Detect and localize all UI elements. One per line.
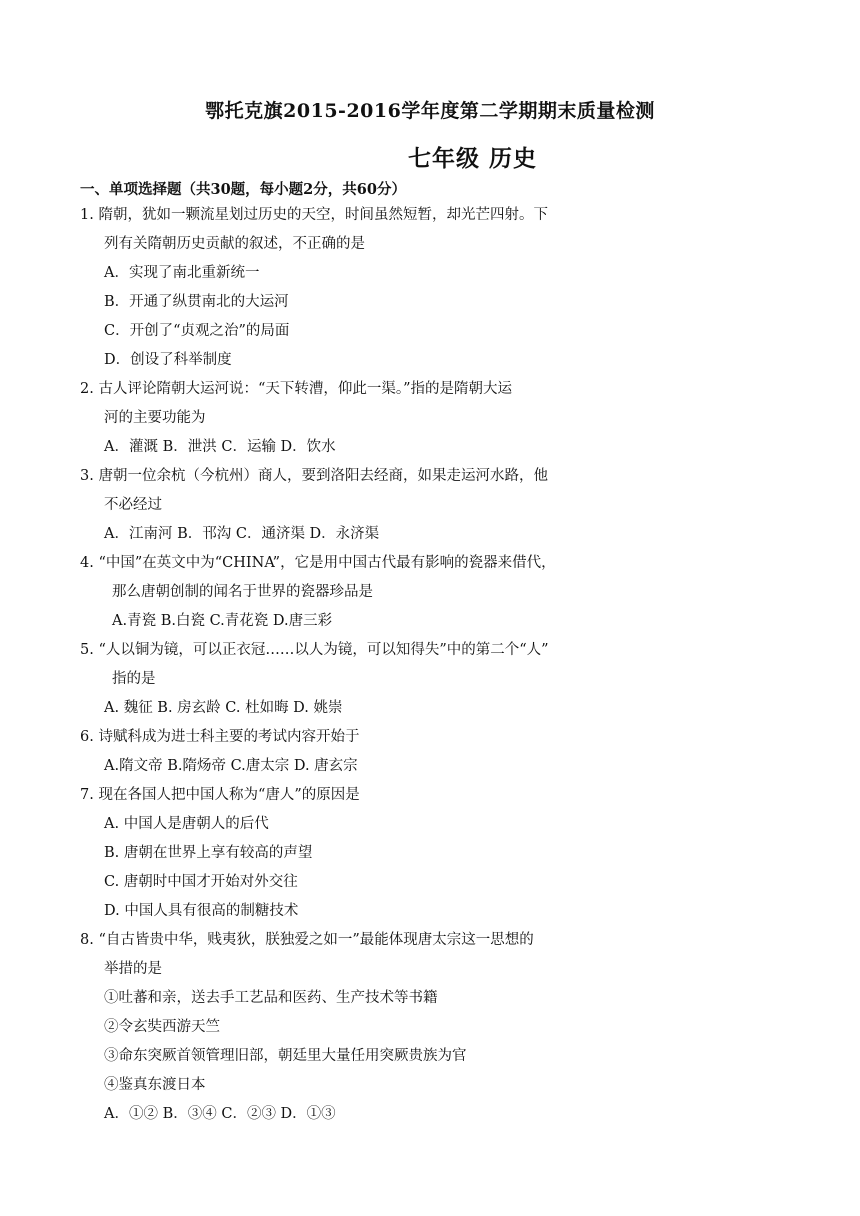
question-8-item-4: ④鉴真东渡日本 [104,1077,206,1093]
question-7-option-b: B. 唐朝在世界上享有较高的声望 [104,845,313,861]
question-8-item-3: ③命东突厥首领管理旧部，朝廷里大量任用突厥贵族为官 [104,1048,467,1064]
question-5-stem: 5. “人以铜为镜，可以正衣冠……以人为镜，可以知得失”中的第二个“人” [80,642,549,658]
exam-title: 鄂托克旗2015-2016学年度第二学期期末质量检测 [205,100,655,122]
question-7-option-c: C. 唐朝时中国才开始对外交往 [104,874,298,890]
question-1-option-d: D．创设了科举制度 [104,352,232,368]
question-1-option-a: A．实现了南北重新统一 [104,265,260,281]
question-7-option-d: D. 中国人具有很高的制糖技术 [104,903,299,919]
question-3-stem: 3. 唐朝一位余杭（今杭州）商人，要到洛阳去经商，如果走运河水路，他 [80,468,548,484]
question-2-stem-cont: 河的主要功能为 [104,410,206,426]
question-7-option-a: A. 中国人是唐朝人的后代 [104,816,269,832]
exam-subtitle: 七年级 历史 [408,145,538,172]
question-4-options: A.青瓷 B.白瓷 C.青花瓷 D.唐三彩 [112,613,333,629]
question-4-stem: 4. “中国”在英文中为“CHINA”，它是用中国古代最有影响的瓷器来借代， [80,555,556,571]
question-6-stem: 6. 诗赋科成为进士科主要的考试内容开始于 [80,729,360,745]
question-2-options: A．灌溉 B．泄洪 C．运输 D．饮水 [104,439,336,455]
question-1-stem-cont: 列有关隋朝历史贡献的叙述，不正确的是 [104,236,365,252]
section-heading: 一、单项选择题（共30题，每小题2分，共60分） [80,181,406,198]
question-2-stem: 2. 古人评论隋朝大运河说：“天下转漕，仰此一渠。”指的是隋朝大运 [80,381,513,397]
question-7-stem: 7. 现在各国人把中国人称为“唐人”的原因是 [80,787,360,803]
question-5-options: A. 魏征 B. 房玄龄 C. 杜如晦 D. 姚崇 [104,700,343,716]
question-8-item-1: ①吐蕃和亲，送去手工艺品和医药、生产技术等书籍 [104,990,438,1006]
question-8-stem-cont: 举措的是 [104,961,162,977]
question-8-stem: 8. “自古皆贵中华，贱夷狄，朕独爱之如一”最能体现唐太宗这一思想的 [80,932,534,948]
question-4-stem-cont: 那么唐朝创制的闻名于世界的瓷器珍品是 [112,584,373,600]
question-3-options: A．江南河 B．邗沟 C．通济渠 D．永济渠 [104,526,380,542]
question-6-options: A.隋文帝 B.隋炀帝 C.唐太宗 D. 唐玄宗 [104,758,358,774]
question-1-stem: 1. 隋朝，犹如一颗流星划过历史的天空，时间虽然短暂，却光芒四射。下 [80,207,548,223]
question-3-stem-cont: 不必经过 [104,497,162,513]
question-8-item-2: ②令玄奘西游天竺 [104,1019,220,1035]
question-1-option-c: C．开创了“贞观之治”的局面 [104,323,290,339]
question-1-option-b: B．开通了纵贯南北的大运河 [104,294,289,310]
question-8-options: A．①② B．③④ C．②③ D．①③ [104,1106,336,1122]
question-5-stem-cont: 指的是 [112,671,156,687]
